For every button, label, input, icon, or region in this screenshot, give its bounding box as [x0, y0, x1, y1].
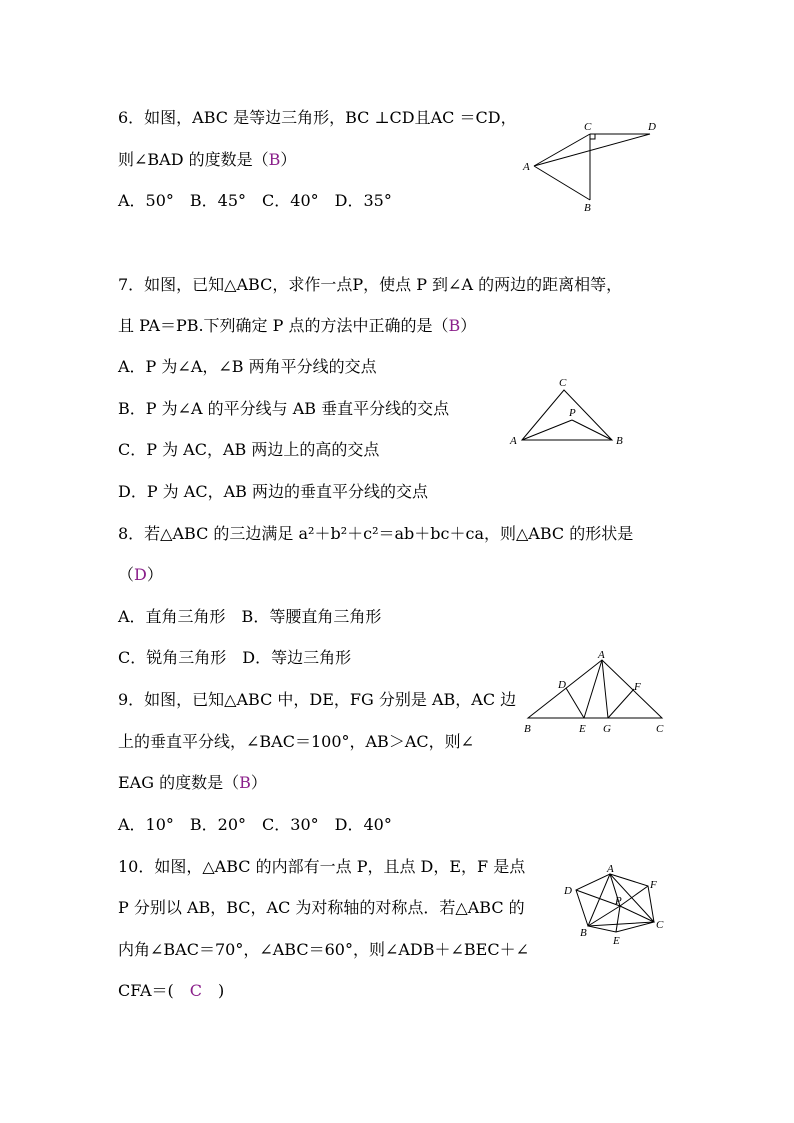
q10-answer: C: [189, 981, 203, 1000]
q8-options-row1: A．直角三角形 B．等腰直角三角形: [118, 607, 382, 626]
q6-fig-label-b: B: [584, 202, 591, 214]
q6-figure: [520, 118, 670, 218]
q10-figure: [560, 862, 680, 948]
q10-stem-line4: [118, 981, 224, 1001]
q7-fig-label-c: C: [559, 377, 567, 389]
q9-stem-line3: [118, 773, 267, 793]
q9-stem-text: EAG 的度数是（: [118, 773, 240, 792]
q9-stem-line1: 9．如图，已知△ABC 中，DE，FG 分别是 AB，AC 边: [118, 690, 517, 709]
q9-fig-label-c: C: [656, 723, 664, 735]
q8-options-row2: C．锐角三角形 D．等边三角形: [118, 648, 352, 667]
q6-stem-line1: 6．如图，ABC 是等边三角形，BC ⊥CD且AC ＝CD，: [118, 108, 517, 127]
q8-stem-line2: [118, 565, 163, 585]
q8-stem-line1: 8．若△ABC 的三边满足 a²＋b²＋c²＝ab＋bc＋ca，则△ABC 的形状是: [118, 524, 634, 543]
q8-stem-close: ）: [146, 565, 163, 584]
q6-fig-label-c: C: [584, 121, 592, 133]
q9-fig-label-a: A: [598, 649, 605, 661]
q6-stem-close: ）: [280, 150, 297, 169]
q10-fig-label-d: D: [564, 885, 572, 897]
q7-stem-text: 且 PA＝PB.下列确定 P 点的方法中正确的是（: [118, 316, 449, 335]
q7-fig-label-a: A: [510, 435, 517, 447]
q7-fig-label-b: B: [616, 435, 623, 447]
q7-answer: B: [448, 316, 461, 335]
q10-stem-line3: 内角∠BAC＝70°，∠ABC＝60°，则∠ADB＋∠BEC＋∠: [118, 940, 529, 959]
q6-fig-label-a: A: [523, 161, 530, 173]
q6-options: A．50° B．45° C．40° D．35°: [118, 191, 392, 210]
q9-fig-label-b: B: [524, 723, 531, 735]
q8-answer: D: [134, 565, 147, 584]
q6-answer: B: [268, 150, 281, 169]
q10-stem-text: CFA＝(: [118, 981, 190, 1000]
q9-options: A．10° B．20° C．30° D．40°: [118, 815, 392, 834]
q7-stem-close: ）: [460, 316, 477, 335]
q6-stem-text: 则∠BAD 的度数是（: [118, 150, 269, 169]
q7-fig-label-p: P: [569, 407, 576, 419]
q6-stem-line2: [118, 150, 296, 170]
q9-fig-label-f: F: [634, 681, 641, 693]
q9-stem-close: ）: [250, 773, 267, 792]
q10-stem-line2: P 分别以 AB，BC，AC 为对称轴的对称点．若△ABC 的: [118, 898, 525, 917]
q7-stem-line1: 7．如图，已知△ABC，求作一点P，使点 P 到∠A 的两边的距离相等，: [118, 275, 623, 294]
q7-option-d: D．P 为 AC，AB 两边的垂直平分线的交点: [118, 482, 428, 501]
q9-figure: [520, 648, 680, 740]
q10-fig-label-f: F: [650, 879, 657, 891]
q10-fig-label-p: P: [615, 895, 622, 907]
q7-option-c: C．P 为 AC，AB 两边上的高的交点: [118, 440, 380, 459]
q9-answer: B: [239, 773, 251, 792]
q7-option-b: B．P 为∠A 的平分线与 AB 垂直平分线的交点: [118, 399, 450, 418]
q10-fig-label-b: B: [580, 927, 587, 939]
q9-fig-label-e: E: [579, 723, 586, 735]
q10-fig-label-e: E: [613, 935, 620, 947]
q9-fig-label-d: D: [558, 679, 566, 691]
q8-stem-open: （: [118, 565, 135, 584]
q7-stem-line2: [118, 316, 476, 336]
q10-stem-close: ): [202, 981, 225, 1000]
q9-fig-label-g: G: [603, 723, 611, 735]
q10-fig-label-a: A: [607, 863, 614, 875]
q10-stem-line1: 10．如图，△ABC 的内部有一点 P，且点 D，E，F 是点: [118, 857, 526, 876]
q7-figure: [508, 372, 638, 452]
q6-fig-label-d: D: [648, 121, 656, 133]
q10-fig-label-c: C: [656, 919, 664, 931]
q7-option-a: A．P 为∠A，∠B 两角平分线的交点: [118, 357, 377, 376]
q9-stem-line2: 上的垂直平分线，∠BAC＝100°，AB＞AC，则∠: [118, 732, 475, 751]
